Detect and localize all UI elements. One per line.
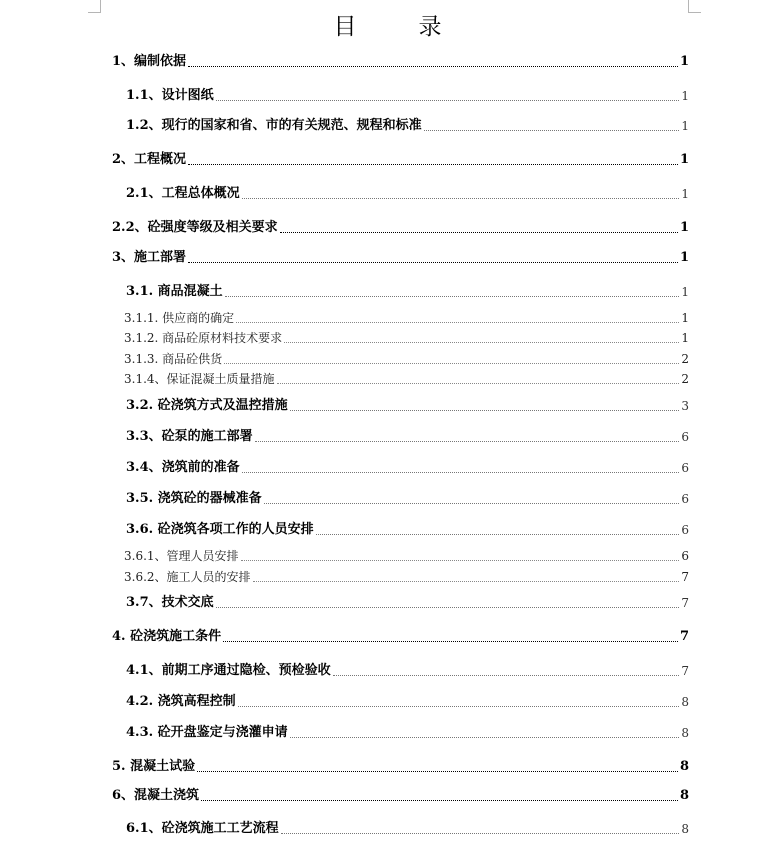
toc-entry-title: 3.7、技术交底 [126, 595, 214, 610]
toc-dot-leader [216, 607, 679, 608]
toc-entry[interactable] [124, 567, 689, 587]
toc-entry-title: 2.1、工程总体概况 [126, 186, 240, 201]
toc-dot-leader [284, 342, 679, 343]
title-char-1: 目 [333, 14, 359, 40]
toc-entry-page-number: 1 [681, 187, 689, 201]
toc-entry[interactable] [126, 520, 689, 540]
toc-entry-title: 2.2、砼强度等级及相关要求 [112, 220, 278, 235]
toc-entry-title: 1.1、设计图纸 [126, 88, 214, 103]
toc-entry-title: 3.1.1. 供应商的确定 [124, 311, 235, 325]
toc-entry[interactable] [112, 757, 689, 777]
toc-entry[interactable] [124, 308, 689, 328]
toc-entry-page-number: 2 [681, 372, 689, 386]
toc-dot-leader [290, 737, 679, 738]
toc-dot-leader [242, 198, 679, 199]
toc-entry[interactable] [124, 328, 689, 348]
toc-entry-page-number: 8 [679, 788, 689, 803]
toc-entry[interactable] [124, 369, 689, 389]
toc-entry-title: 2、工程概况 [112, 152, 187, 167]
toc-entry-page-number: 1 [679, 152, 689, 167]
toc-entry-title: 6.1、砼浇筑施工工艺流程 [126, 821, 279, 836]
toc-entry[interactable] [126, 427, 689, 447]
toc-entry[interactable] [126, 282, 689, 302]
toc-entry-title: 3.3、砼泵的施工部署 [126, 429, 253, 444]
toc-entry[interactable] [124, 349, 689, 369]
toc-entry[interactable] [126, 661, 689, 681]
toc-dot-leader [333, 675, 679, 676]
toc-dot-leader [242, 472, 679, 473]
toc-dot-leader [424, 130, 679, 131]
toc-entry-title: 3.1. 商品混凝土 [126, 284, 223, 299]
toc-entry[interactable] [126, 184, 689, 204]
toc-dot-leader [236, 322, 679, 323]
toc-entry-page-number: 7 [679, 629, 689, 644]
toc-dot-leader [223, 641, 678, 642]
toc-entry[interactable] [126, 593, 689, 613]
toc-dot-leader [188, 262, 678, 263]
toc-dot-leader [316, 534, 679, 535]
toc-entry-page-number: 8 [679, 759, 689, 774]
toc-entry[interactable] [126, 692, 689, 712]
toc-entry-page-number: 1 [681, 119, 689, 133]
toc-entry-title: 3.4、浇筑前的准备 [126, 460, 240, 475]
toc-entry-title: 4. 砼浇筑施工条件 [112, 629, 222, 644]
toc-entry-page-number: 1 [681, 311, 689, 325]
toc-entry-title: 3.5. 浇筑砼的器械准备 [126, 491, 262, 506]
toc-entry-page-number: 7 [681, 596, 689, 610]
toc-entry-title: 3.2. 砼浇筑方式及温控措施 [126, 398, 288, 413]
toc-entry[interactable] [126, 116, 689, 136]
toc-entry-page-number: 2 [681, 352, 689, 366]
toc-entry-page-number: 1 [681, 331, 689, 345]
toc-dot-leader [201, 800, 678, 801]
toc-entry-title: 4.3. 砼开盘鉴定与浇灌申请 [126, 725, 288, 740]
toc-entry-title: 4.1、前期工序通过隐检、预检验收 [126, 663, 331, 678]
toc-entry-title: 3.1.3. 商品砼供货 [124, 352, 223, 366]
toc-entry[interactable] [126, 86, 689, 106]
toc-entry[interactable] [112, 786, 689, 806]
toc-entry[interactable] [126, 489, 689, 509]
toc-entry[interactable] [126, 723, 689, 743]
toc-entry[interactable] [112, 627, 689, 647]
toc-entry-title: 1、编制依据 [112, 54, 187, 69]
toc-dot-leader [277, 383, 679, 384]
page-title [0, 8, 777, 41]
toc-entry-title: 3.6.2、施工人员的安排 [124, 570, 251, 584]
toc-entry-page-number: 7 [681, 664, 689, 678]
toc-entry-page-number: 1 [681, 89, 689, 103]
toc-entry-title: 4.2. 浇筑高程控制 [126, 694, 236, 709]
toc-dot-leader [281, 833, 679, 834]
toc-entry-page-number: 8 [681, 822, 689, 836]
title-char-2: 录 [418, 14, 444, 40]
toc-entry[interactable] [112, 150, 689, 170]
toc-dot-leader [238, 706, 679, 707]
toc-entry[interactable] [112, 218, 689, 238]
toc-entry[interactable] [126, 396, 689, 416]
toc-dot-leader [264, 503, 679, 504]
toc-dot-leader [188, 164, 678, 165]
toc-dot-leader [253, 581, 679, 582]
toc-dot-leader [290, 410, 679, 411]
toc-entry-page-number: 1 [679, 220, 689, 235]
toc-entry[interactable] [124, 546, 689, 566]
toc-dot-leader [224, 363, 679, 364]
toc-entry-title: 5. 混凝土试验 [112, 759, 196, 774]
toc-entry-page-number: 3 [681, 399, 689, 413]
toc-dot-leader [255, 441, 679, 442]
toc-dot-leader [225, 296, 679, 297]
toc-entry-page-number: 6 [681, 492, 689, 506]
toc-dot-leader [241, 560, 679, 561]
toc-entry[interactable] [126, 458, 689, 478]
toc-entry-page-number: 6 [681, 523, 689, 537]
toc-entry-page-number: 1 [679, 54, 689, 69]
toc-entry-page-number: 8 [681, 695, 689, 709]
toc-dot-leader [197, 771, 678, 772]
toc-dot-leader [280, 232, 678, 233]
toc-entry-title: 3、施工部署 [112, 250, 187, 265]
toc-entry-page-number: 7 [681, 570, 689, 584]
toc-dot-leader [216, 100, 679, 101]
toc-entry-page-number: 6 [681, 430, 689, 444]
toc-entry-title: 3.1.4、保证混凝土质量措施 [124, 372, 275, 386]
toc-entry-page-number: 6 [681, 461, 689, 475]
toc-entry-page-number: 1 [681, 285, 689, 299]
toc-entry[interactable] [112, 52, 689, 72]
toc-entry-title: 6、混凝土浇筑 [112, 788, 200, 803]
toc-entry-page-number: 8 [681, 726, 689, 740]
toc-entry-title: 3.1.2. 商品砼原材料技术要求 [124, 331, 283, 345]
toc-entry-title: 1.2、现行的国家和省、市的有关规范、规程和标准 [126, 118, 422, 133]
toc-entry-title: 3.6. 砼浇筑各项工作的人员安排 [126, 522, 314, 537]
toc-entry[interactable] [126, 819, 689, 839]
toc-dot-leader [188, 66, 678, 67]
toc-entry-title: 3.6.1、管理人员安排 [124, 549, 239, 563]
toc-entry-page-number: 6 [681, 549, 689, 563]
toc-entry[interactable] [112, 248, 689, 268]
toc-entry-page-number: 1 [679, 250, 689, 265]
